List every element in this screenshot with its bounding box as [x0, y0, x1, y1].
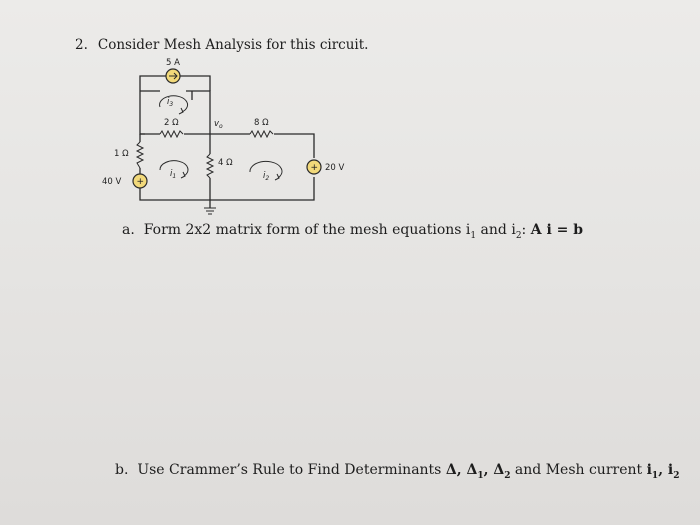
part-a-label: a. — [122, 222, 135, 238]
part-b-text: Use Crammer’s Rule to Find Determinants — [137, 462, 446, 478]
voltage-source-20v — [307, 160, 345, 174]
node-vo-label: $v_o$ — [214, 119, 223, 130]
question-text: Consider Mesh Analysis for this circuit. — [97, 37, 369, 53]
resistor-1ohm-label: 1 Ω — [114, 149, 129, 159]
wire-top-left — [140, 91, 145, 134]
mesh-1-arrow — [160, 161, 188, 180]
wire-mesh-top — [140, 134, 314, 158]
resistor-2ohm — [160, 118, 183, 137]
question-number: 2. — [75, 37, 88, 53]
part-a: a. Form 2x2 matrix form of the mesh equations $i_1$ and $i_2$: A i = b — [122, 222, 584, 241]
voltage-source-20v-label: 20 V — [325, 163, 345, 173]
mesh-3-label: $i_3$ — [167, 97, 174, 108]
part-b-label: b. — [115, 462, 129, 478]
resistor-8ohm — [250, 118, 273, 137]
part-b: b. Use Crammer’s Rule to Find Determinants Δ, $\Delta_1$, $\Delta_2$ and Mesh current $i_1$, $i_2$ — [115, 462, 680, 481]
resistor-1ohm — [114, 142, 143, 168]
part-a-text: Form 2x2 matrix form of the mesh equations i — [143, 222, 471, 238]
current-source-label: 5 A — [166, 58, 180, 68]
svg-text:+: + — [136, 177, 145, 187]
voltage-source-40v-label: 40 V — [102, 177, 122, 187]
resistor-4ohm-label: 4 Ω — [218, 158, 233, 168]
current-source-5a — [140, 58, 210, 91]
mesh-2-label: $i_2$ — [263, 171, 270, 182]
mesh-2-arrow — [250, 161, 282, 182]
voltage-source-40v — [102, 174, 147, 188]
resistor-4ohm — [207, 154, 233, 178]
mesh-1-label: $i_1$ — [170, 169, 177, 180]
svg-text:+: + — [310, 163, 319, 173]
matrix-equation: A i = b — [530, 222, 584, 238]
resistor-8ohm-label: 8 Ω — [254, 118, 269, 128]
resistor-2ohm-label: 2 Ω — [164, 118, 179, 128]
ground-symbol — [204, 208, 216, 214]
mesh-3-arrow — [160, 96, 188, 114]
